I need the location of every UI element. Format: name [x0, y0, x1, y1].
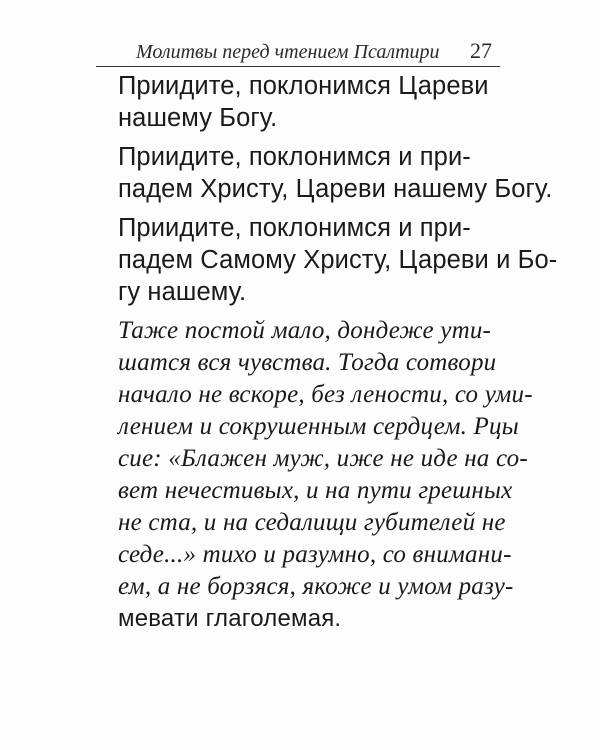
rubric-line: Таже постой мало, дондеже ути-	[118, 317, 492, 344]
rubric-line: сие: «Блажен муж, иже не иде на со-	[118, 445, 528, 472]
paragraph-invitation-2	[118, 141, 553, 205]
paragraph-invitation-1	[118, 70, 518, 134]
text-line: гу нашему.	[118, 278, 247, 306]
rubric-last-text: мевати глаголемая.	[118, 605, 342, 632]
rubric-line: не ста, и на седалищи губителей не	[118, 509, 506, 536]
paragraph-rubric	[118, 315, 533, 635]
rubric-line: шатся вся чувства. Тогда сотвори	[118, 349, 497, 376]
text-line: нашему Богу.	[118, 104, 278, 132]
page-number: 27	[470, 38, 492, 63]
text-line: падем Христу, Цареви нашему Богу.	[118, 175, 553, 203]
rubric-line: начало не вскоре, без лености, со уми-	[118, 381, 533, 408]
text-line: падем Самому Христу, Цареви и Бо-	[118, 246, 558, 274]
text-line: Приидите, поклонимся и при-	[118, 214, 471, 242]
rubric-line-last	[118, 603, 518, 635]
running-header	[96, 34, 500, 67]
text-line: Приидите, поклонимся Цареви	[118, 72, 489, 100]
text-line: Приидите, поклонимся и при-	[118, 143, 471, 171]
rubric-line: седе...» тихо и разумно, со внимани-	[118, 541, 512, 568]
body-text	[118, 70, 558, 635]
rubric-line: ем, а не борзяся, якоже и умом разу-	[118, 573, 514, 600]
rubric-line: вет нечестивых, и на пути грешных	[118, 477, 513, 504]
running-header-title: Молитвы перед чтением Псалтири	[136, 41, 440, 63]
paragraph-invitation-3	[118, 212, 558, 308]
rubric-line: лением и сокрушенным сердцем. Рцы	[118, 413, 519, 440]
